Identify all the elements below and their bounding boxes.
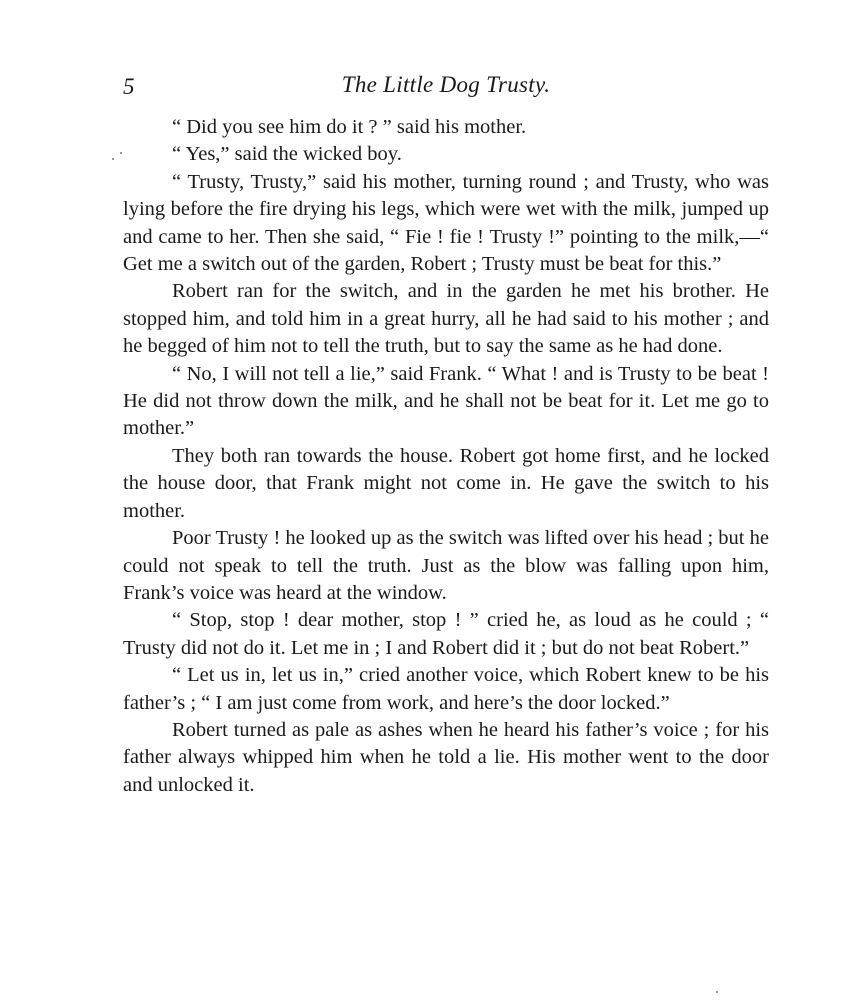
paper-speck	[120, 152, 122, 154]
body-text	[123, 114, 769, 799]
paragraph-8: “ Stop, stop ! dear mother, stop ! ” cried he, as loud as he could ; “ Trusty did not do it. Let me in ; I and Robert did it ; but do not beat Robert.”	[123, 609, 769, 659]
paper-speck	[112, 158, 114, 160]
paragraph-10: Robert turned as pale as ashes when he heard his father’s voice ; for his father always whipped him when he told a lie. His mother went to the door and unlocked it.	[123, 718, 769, 796]
paragraph-6: They both ran towards the house. Robert got home first, and he locked the house door, that Frank might not come in. He gave the switch to his mother.	[123, 444, 769, 522]
paper-speck	[716, 991, 718, 993]
paragraph-1: “ Did you see him do it ? ” said his mother.	[172, 116, 527, 138]
paragraph-7: Poor Trusty ! he looked up as the switch was lifted over his head ; but he could not speak to tell the truth. Just as the blow was falling upon him, Frank’s voice was heard at the window.	[123, 527, 769, 604]
running-title: The Little Dog Trusty.	[341, 72, 551, 97]
paragraph-5: “ No, I will not tell a lie,” said Frank. “ What ! and is Trusty to be beat ! He did not throw down the milk, and he shall not be beat for it. Let me go to mother.”	[123, 362, 769, 440]
paragraph-9: “ Let us in, let us in,” cried another voice, which Robert knew to be his father’s ; “ I am just come from work, and here’s the door locked.”	[123, 664, 769, 714]
paragraph-4: Robert ran for the switch, and in the garden he met his brother. He stopped him, and told him in a great hurry, all he had said to his mother ; and he begged of him not to tell the truth, but to say the same as he had done.	[123, 280, 769, 358]
paragraph-3: “ Trusty, Trusty,” said his mother, turning round ; and Trusty, who was lying before the fire drying his legs, which were wet with the milk, jumped up and came to her. Then she said, “ Fie ! fie ! Trusty !” pointing to the milk,—“ Get me a switch out of the garden, Robert ; Trusty must be beat for this.”	[123, 170, 769, 276]
page-number: 5	[123, 74, 135, 99]
paragraph-2: “ Yes,” said the wicked boy.	[172, 143, 402, 166]
page-header	[123, 72, 769, 104]
